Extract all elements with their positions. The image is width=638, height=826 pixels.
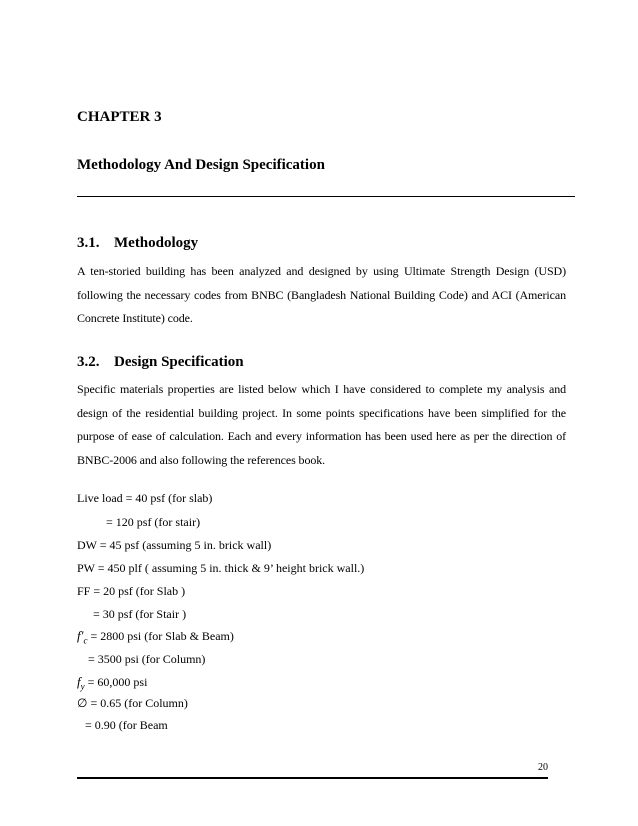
methodology-paragraph: A ten-storied building has been analyzed and designed by using Ultimate Strength Design (USD) following the necessary codes from BNBC (Bangladesh National Building Code) and ACI (American Concrete Institute) code. <box>77 264 566 325</box>
spec-concrete-strength-slab: $f'_c = 2800$ psi (for Slab & Beam) <box>77 628 234 646</box>
section-title: Design Specification <box>114 354 244 370</box>
page-number: 20 <box>538 762 548 773</box>
spec-concrete-strength-column: = 3500 psi (for Column) <box>88 652 206 666</box>
spec-live-load-slab: Live load = 40 psf (for slab) <box>77 491 213 505</box>
spec-partition-wall: PW = 450 plf ( assuming 5 in. thick & 9’ height brick wall.) <box>77 561 365 575</box>
phi-symbol: ∅ <box>77 696 88 710</box>
section-heading-methodology <box>77 235 198 252</box>
spec-steel-yield-strength: $f_y = 60,000$ psi <box>77 674 148 692</box>
section-number: 3.1. <box>77 235 100 251</box>
header-divider <box>77 196 575 197</box>
spec-floor-finish-stair: = 30 psf (for Stair ) <box>93 607 187 621</box>
spec-live-load-stair: = 120 psf (for stair) <box>106 515 201 529</box>
fc-symbol: $f'_c$ <box>77 628 88 646</box>
chapter-label: CHAPTER 3 <box>77 109 162 125</box>
section-heading-design-specification <box>77 354 244 371</box>
spec-phi-column: ∅ = 0.65 (for Column) <box>77 696 188 710</box>
fy-symbol: $f_y$ <box>77 674 85 692</box>
design-specification-paragraph: Specific materials properties are listed below which I have considered to complete my analysis and design of the residential building project. In some points specifications have been simplified for the purpose of ease of calculation. Each and every information has been used here as per the direction of BNBC-2006 and also following the references book. <box>77 382 566 467</box>
spec-floor-finish-slab: FF = 20 psf (for Slab ) <box>77 584 186 598</box>
section-number: 3.2. <box>77 354 100 370</box>
spec-phi-beam: = 0.90 (for Beam <box>85 718 168 732</box>
chapter-title: Methodology And Design Specification <box>77 157 325 173</box>
footer-divider <box>77 777 548 779</box>
section-title: Methodology <box>114 235 199 251</box>
spec-dead-wall: DW = 45 psf (assuming 5 in. brick wall) <box>77 538 272 552</box>
